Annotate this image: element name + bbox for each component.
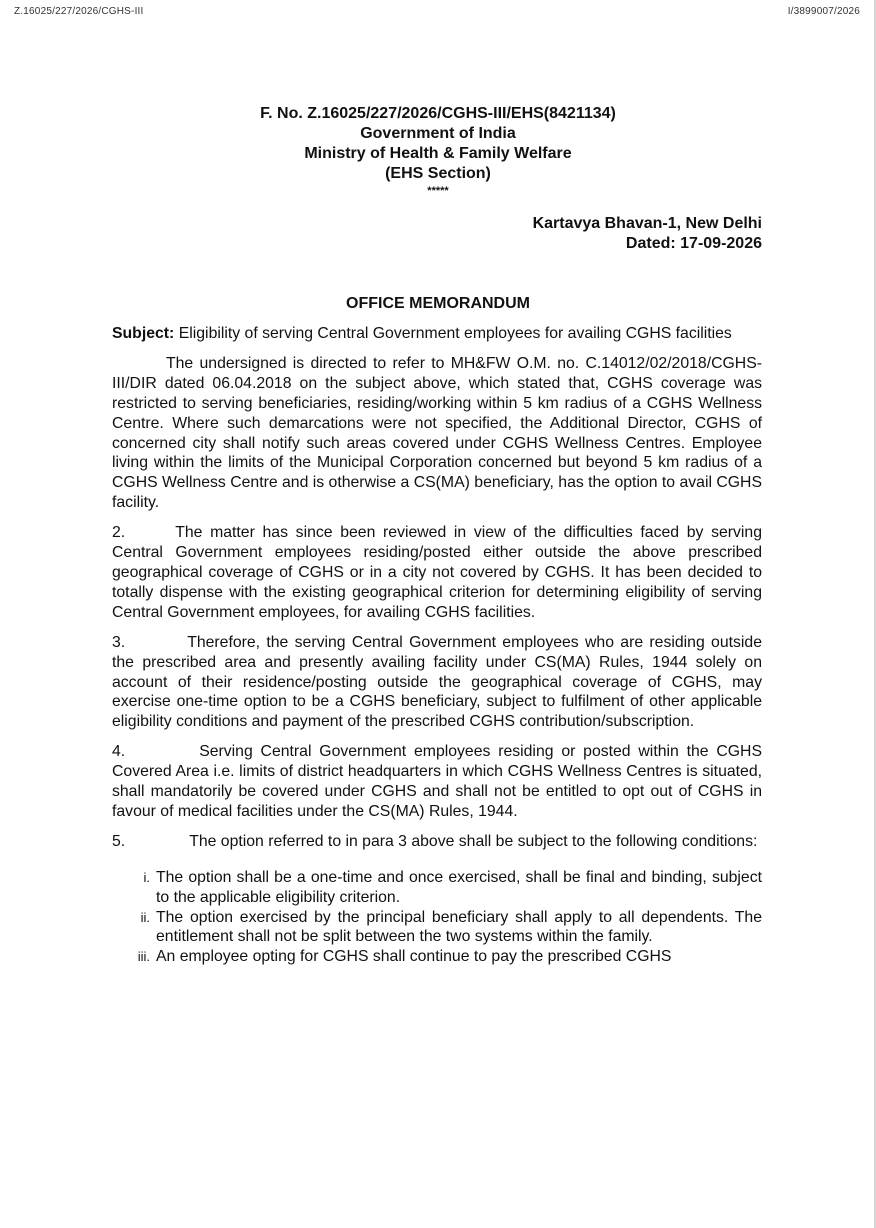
file-number: F. No. Z.16025/227/2026/CGHS-III/EHS(8421134) — [260, 105, 616, 122]
paragraph-5-number: 5. — [112, 832, 126, 850]
paragraph-1-text: The undersigned is directed to refer to MH&FW O.M. no. C.14012/02/2018/CGHS-III/DIR dated 06.04.2018 on the subject above, which stated that, CGHS coverage was restricted to serving beneficiaries, residing/working within 5 km radius of a CGHS Wellness Centre. Where such demarcations were not specified, the Additional Director, CGHS of concerned city shall notify such areas covered under CGHS Wellness Centres. Employee living within the limits of the Municipal Corporation concerned but beyond 5 km radius of a CGHS Wellness Centre and is otherwise a CS(MA) beneficiary, has the option to avail CGHS facility. — [112, 354, 762, 512]
subject-label: Subject: — [112, 325, 175, 342]
condition-text: An employee opting for CGHS shall continue to pay the prescribed CGHS — [156, 948, 672, 966]
paragraph-4-text: Serving Central Government employees residing or posted within the CGHS Covered Area i.e. limits of district headquarters in which CGHS Wellness Centres is situated, shall mandatorily be covered under CGHS and shall not be entitled to opt out of CGHS in favour of medical facilities under the CS(MA) Rules, 1944. — [112, 743, 762, 820]
paragraph-2 — [112, 523, 762, 623]
condition-text: The option exercised by the principal beneficiary shall apply to all dependents. The entitlement shall not be split between the two systems within the family. — [156, 908, 762, 946]
file-reference-right: I/3899007/2026 — [787, 6, 860, 17]
header-separator: ***** — [427, 185, 449, 197]
letterhead — [0, 104, 876, 197]
file-reference-left: Z.16025/227/2026/CGHS-III — [14, 6, 144, 17]
condition-number: ii. — [140, 909, 150, 925]
condition-item — [112, 868, 762, 908]
section-name: (EHS Section) — [385, 165, 491, 182]
subject-text: Eligibility of serving Central Government employees for availing CGHS facilities — [178, 325, 732, 342]
paragraph-4-number: 4. — [112, 743, 126, 761]
paragraph-2-text: The matter has since been reviewed in view of the difficulties faced by serving Central Government employees residing/posted either outside the above prescribed geographical coverage of CGHS or in a city not covered by CGHS. It has been decided to totally dispense with the existing geographical criterion for determining eligibility of serving Central Government employees, for availing CGHS facilities. — [112, 524, 762, 621]
memo-date: Dated: 17-09-2026 — [625, 235, 762, 252]
paragraph-4 — [112, 742, 762, 822]
condition-item — [112, 908, 762, 948]
memo-title: OFFICE MEMORANDUM — [346, 295, 530, 312]
paragraph-5 — [112, 832, 762, 852]
paragraph-5-text: The option referred to in para 3 above shall be subject to the following conditions: — [189, 832, 758, 850]
government-name: Government of India — [360, 125, 516, 142]
condition-item — [112, 947, 762, 967]
condition-number: i. — [143, 869, 150, 885]
address-block — [533, 214, 762, 254]
paragraph-1 — [112, 354, 762, 513]
condition-number: iii. — [137, 949, 150, 965]
paragraph-2-number: 2. — [112, 524, 126, 542]
paragraph-3-text: Therefore, the serving Central Government employees who are residing outside the prescribed area and presently availing facility under CS(MA) Rules, 1944 solely on account of their residence/posting outside the geographical coverage of CGHS, may exercise one-time option to be a CGHS beneficiary, subject to fulfilment of other applicable eligibility conditions and payment of the prescribed CGHS contribution/subscription. — [112, 633, 762, 731]
subject-line — [112, 324, 762, 344]
memo-body — [112, 324, 762, 967]
office-address: Kartavya Bhavan-1, New Delhi — [532, 215, 762, 232]
conditions-list — [112, 868, 762, 968]
paragraph-3 — [112, 633, 762, 733]
condition-text: The option shall be a one-time and once exercised, shall be final and binding, subject to the applicable eligibility criterion. — [156, 868, 762, 906]
paragraph-3-number: 3. — [112, 633, 126, 651]
ministry-name: Ministry of Health & Family Welfare — [304, 145, 572, 162]
